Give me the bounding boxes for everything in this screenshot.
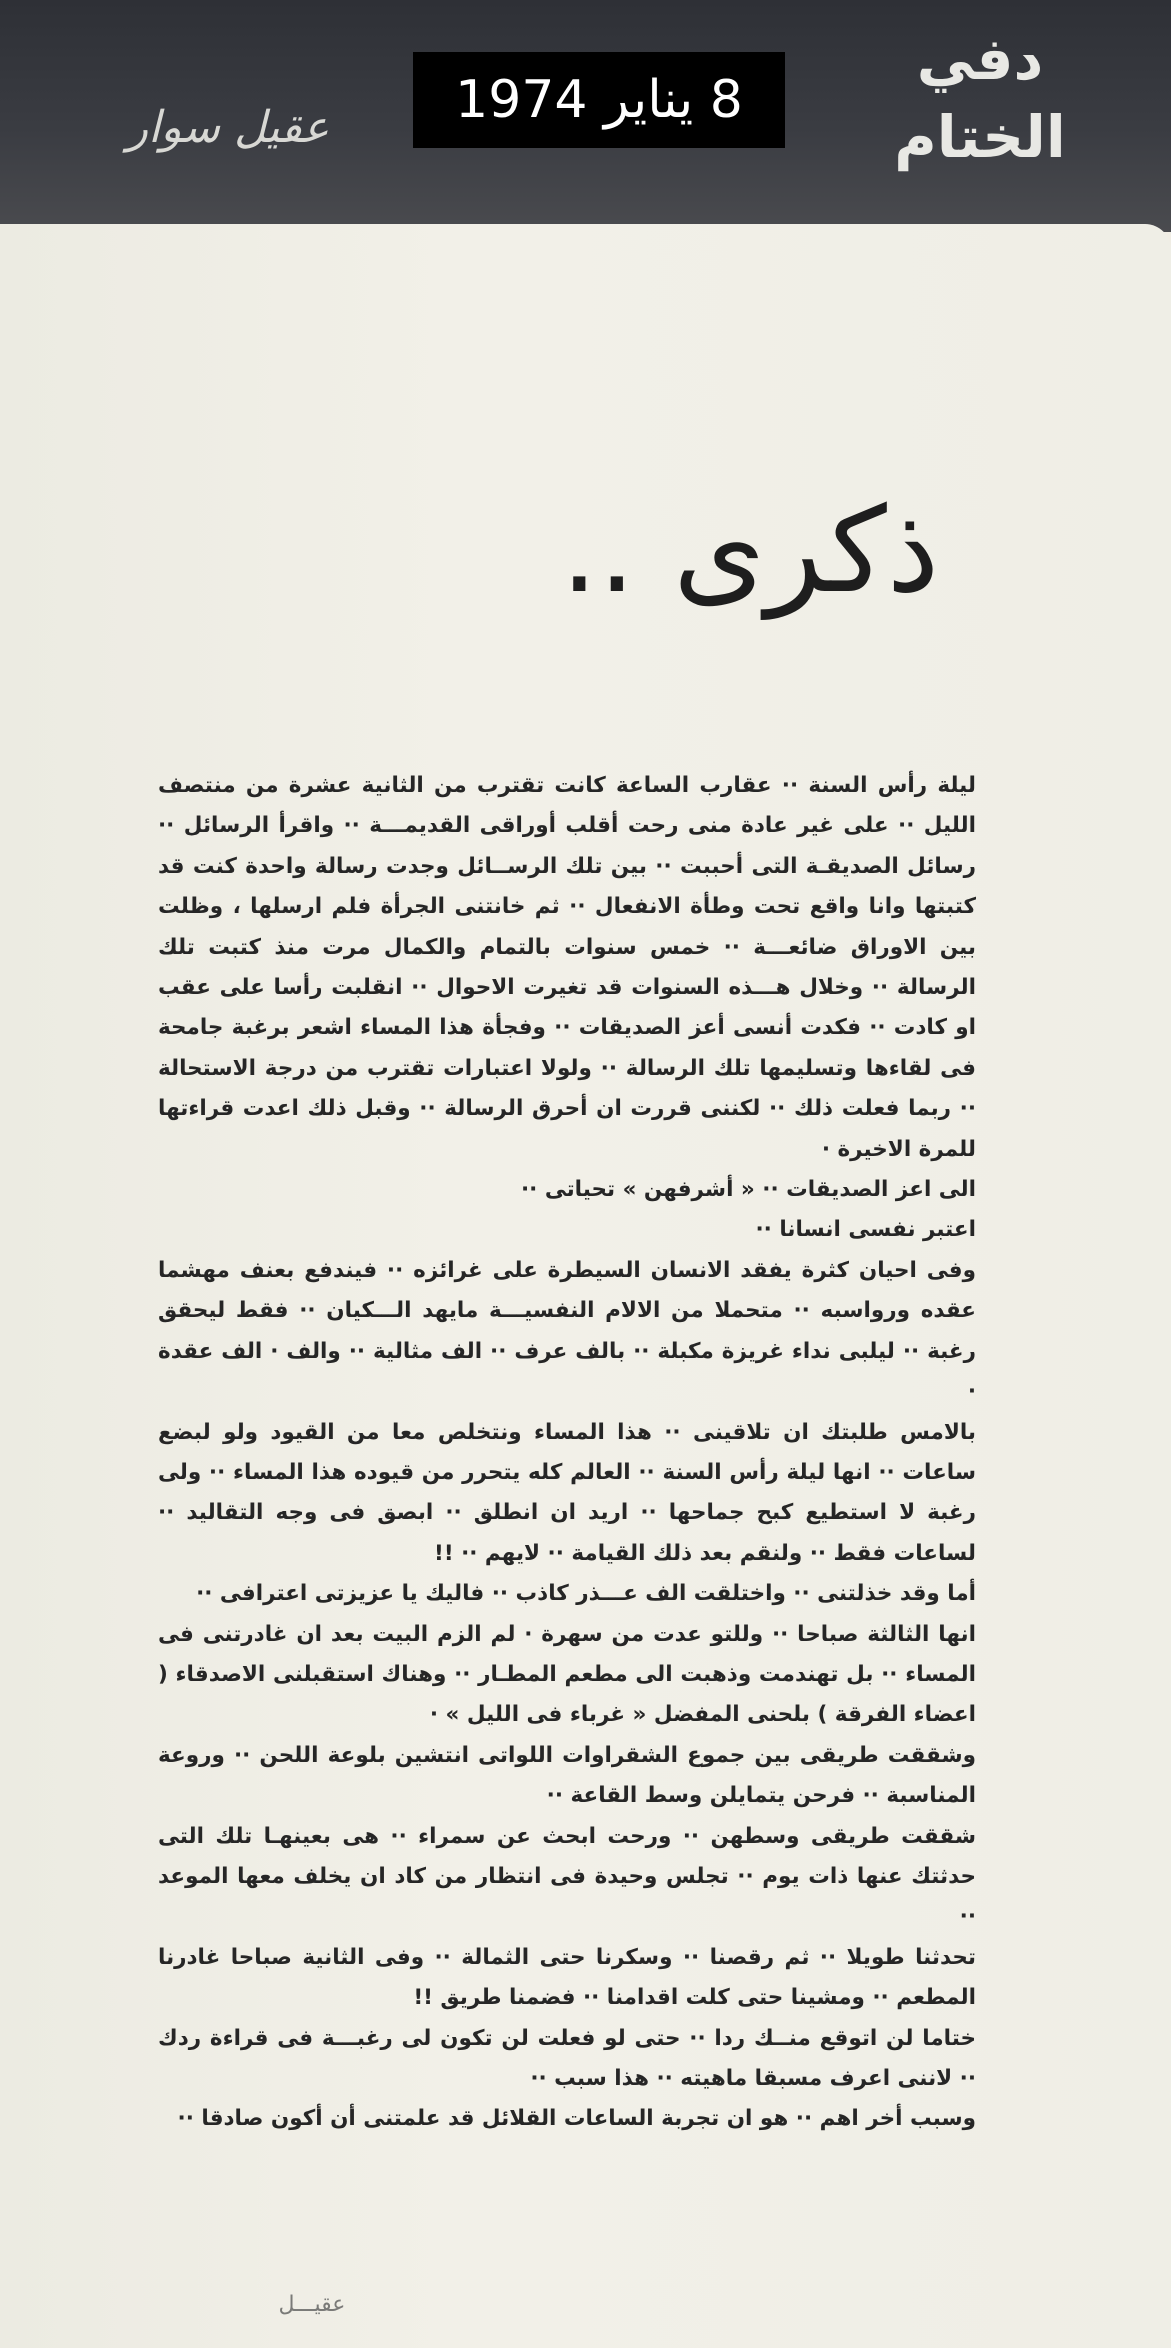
paragraph: ختاما لن اتوقع منــك ردا ·· حتى لو فعلت لن تكون لى رغبـــة فى قراءة ردك ·· لاننى اعرف مسبقا ماهيته ·· هذا سبب ·· [158, 2025, 976, 2091]
paragraph: تحدثنا طويلا ·· ثم رقصنا ·· وسكرنا حتى الثمالة ·· وفى الثانية صباحا غادرنا المطعم ·· ومشينا حتى كلت اقدامنا ·· فضمنا طريق !! [158, 1944, 976, 2011]
paragraph: وسبب أخر اهم ·· هو ان تجربة الساعات القلائل قد علمتنى أن أكون صادقا ·· [177, 2106, 976, 2132]
paragraph: وفى احيان كثرة يفقد الانسان السيطرة على غرائزه ·· فيندفع بعنف مهشما عقده ورواسبه ·· متحملا من الالام النفسيـــة مايهد الـــكيان ·· فقط ليحقق رغبة ·· ليلبى نداء غريزة مكبلة ·· بالف عرف ·· الف مثالية ·· والف · الف عقدة · [158, 1257, 976, 1405]
header-banner [0, 0, 1171, 232]
paragraph: انها الثالثة صباحا ·· وللتو عدت من سهرة · لم الزم البيت بعد ان غادرتنى فى المساء ·· بل تهندمت وذهبت الى مطعم المطـار ·· وهناك استقبلنى الاصدقاء ( اعضاء الفرقة ) بلحنى المفضل « غرباء فى الليل » · [158, 1621, 976, 1728]
date-label-box [413, 52, 785, 148]
paragraph: الى اعز الصديقات ·· « أشرفهن » تحياتى ·· [521, 1177, 976, 1203]
paragraph: ليلة رأس السنة ·· عقارب الساعة كانت تقترب من الثانية عشرة من منتصف الليل ·· على غير عادة منى رحت أقلب أوراقى القديمـــة ·· واقرأ الرسائل ·· رسائل الصديقـة التى أحببت ·· بين تلك الرســائل وجدت رسالة واحدة كنت قد كتبتها وانا واقع تحت وطأة الانفعال ·· ثم خانتنى الجرأة فلم ارسلها ، وظلت بين الاوراق ضائعـــة ·· خمس سنوات بالتمام والكمال مرت منذ كتبت تلك الرسالة ·· وخلال هـــذه السنوات قد تغيرت الاحوال ·· انقلبت رأسا على عقب او كادت ·· فكدت أنسى أعز الصديقات ·· وفجأة هذا المساء اشعر برغبة جامحة فى لقاءها وتسليمها تلك الرسالة ·· ولولا اعتبارات تقترب من درجة الاستحالة ·· ربما فعلت ذلك ·· لكننى قررت ان أحرق الرسالة ·· وقبل ذلك اعدت قراءتها للمرة الاخيرة · [158, 773, 976, 1162]
column-brand: دفي الختام [894, 25, 1066, 171]
paragraph: أما وقد خذلتنى ·· واختلقت الف عـــذر كاذب ·· فاليك يا عزيزتى اعترافى ·· [196, 1581, 976, 1607]
article-body [158, 766, 998, 2140]
publication-date: 8 يناير 1974 [455, 70, 743, 130]
paragraph: اعتبر نفسى انسانا ·· [755, 1217, 976, 1243]
paragraph: وشققت طريقى بين جموع الشقراوات اللواتى انتشين بلوعة اللحن ·· وروعة المناسبة ·· فرحن يتمايلن وسط القاعة ·· [158, 1742, 976, 1809]
paragraph: بالامس طلبتك ان تلاقينى ·· هذا المساء ونتخلص معا من القيود ولو لبضع ساعات ·· انها ليلة رأس السنة ·· العالم كله يتحرر من قيوده هذا المساء ·· ولى رغبة لا استطيع كبح جماحها ·· اريد ان انطلق ·· ابصق فى وجه التقاليد ·· لساعات فقط ·· ولنقم بعد ذلك القيامة ·· لايهم ·· !! [158, 1419, 976, 1566]
article-title: ذكرى .. [560, 481, 940, 619]
paragraph: شققت طريقى وسطهن ·· ورحت ابحث عن سمراء ·· هى بعينهـا تلك التى حدثتك عنها ذات يوم ·· تجلس وحيدة فى انتظار من كاد ان يخلف معها الموعد ·· [158, 1823, 976, 1930]
signoff: عقيـــل [278, 2292, 346, 2317]
author-signature: عقيل سوار [126, 102, 330, 153]
